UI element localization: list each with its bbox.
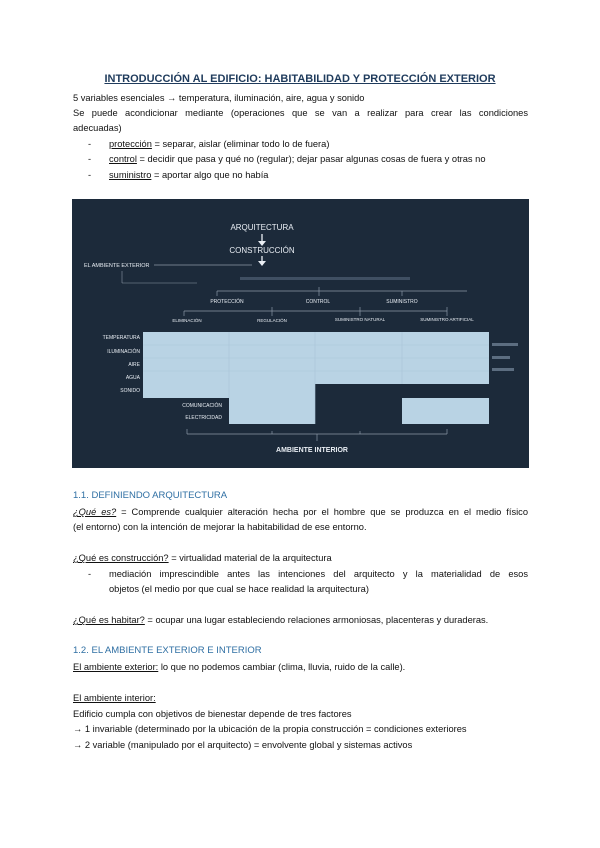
extra-electricidad: ELECTRICIDAD: [185, 415, 222, 421]
heading-ambiente: 1.2. EL AMBIENTE EXTERIOR E INTERIOR: [73, 645, 262, 656]
sub-eliminacion: ELIMINACIÓN: [172, 318, 202, 323]
interior-line-3: → 2 variable (manipulado por el arquitecto) = envolvente global y sistemas activos: [73, 740, 413, 750]
op-control: CONTROL: [305, 299, 331, 305]
extra-comunicacion: COMUNICACIÓN: [182, 403, 222, 409]
interior-line-1: Edificio cumpla con objetivos de bienestar depende de tres factores: [73, 709, 352, 719]
bullet-term: suministro: [109, 170, 152, 180]
sub-suministro-artificial: SUMINISTRO ARTIFICIAL: [420, 317, 474, 322]
term: El ambiente exterior:: [73, 662, 159, 672]
question: ¿Qué es habitar?: [73, 615, 145, 625]
op-proteccion: PROTECCIÓN: [210, 299, 244, 305]
var-agua: AGUA: [125, 375, 140, 381]
label-ambiente-interior: AMBIENTE INTERIOR: [276, 447, 348, 454]
label-arquitectura: ARQUITECTURA: [230, 223, 294, 232]
heading-definiendo-arquitectura: 1.1. DEFINIENDO ARQUITECTURA: [73, 490, 228, 501]
para-habitar: ¿Qué es habitar? = ocupar una lugar estableciendo relaciones armoniosas, placenteras y duraderas.: [73, 615, 489, 625]
para-ambiente-exterior: El ambiente exterior: lo que no podemos cambiar (clima, lluvia, ruido de la calle).: [73, 662, 406, 672]
bullet-term: control: [109, 154, 137, 164]
page-title: INTRODUCCIÓN AL EDIFICIO: HABITABILIDAD Y PROTECCIÓN EXTERIOR: [104, 73, 496, 85]
faint-label: [492, 368, 514, 371]
op-suministro: SUMINISTRO: [386, 299, 418, 305]
var-sonido: SONIDO: [120, 388, 140, 394]
faint-label: [492, 356, 510, 359]
intro-line-2: Se puede acondicionar mediante (operaciones que se van a realizar para crear las condiciones: [73, 108, 528, 118]
bullet-control: - control = decidir que pasa y qué no (regular); dejar pasar algunas cosas de fuera y otras no: [88, 154, 486, 164]
label-construccion: CONSTRUCCIÓN: [229, 246, 295, 255]
faint-caption: [240, 277, 410, 280]
bullet-mediacion: - mediación imprescindible antes las intenciones del arquitecto y la materialidad de esos: [88, 569, 528, 579]
para-que-es-cont: (el entorno) con la intención de mejorar la habitabilidad de ese entorno.: [73, 522, 367, 532]
term: El ambiente interior:: [73, 693, 156, 703]
bullet-suministro: - suministro = aportar algo que no había: [88, 170, 269, 180]
diagram-svg: [72, 199, 529, 468]
bar-artificial: [402, 398, 489, 424]
bullet-mediacion-cont: objetos (el medio por que cual se hace realidad la arquitectura): [109, 584, 369, 594]
intro-line-3: adecuadas): [73, 123, 122, 133]
var-temperatura: TEMPERATURA: [102, 335, 140, 341]
sub-regulacion: REGULACIÓN: [257, 318, 287, 323]
intro-line-1: 5 variables esenciales → temperatura, iluminación, aire, agua y sonido: [73, 93, 365, 103]
faint-label: [492, 343, 518, 346]
bullet-term: protección: [109, 139, 152, 149]
bullet-proteccion: - protección = separar, aislar (eliminar todo lo de fuera): [88, 139, 330, 149]
question: ¿Qué es?: [73, 507, 117, 517]
label-ambiente-exterior: EL AMBIENTE EXTERIOR: [84, 263, 150, 269]
var-aire: AIRE: [128, 362, 140, 368]
habitability-diagram: [72, 199, 529, 468]
interior-line-2: → 1 invariable (determinado por la ubicación de la propia construcción = condiciones exteriores: [73, 724, 467, 734]
bar-comunicacion-electricidad: [229, 398, 315, 424]
sub-suministro-natural: SUMINISTRO NATURAL: [334, 317, 386, 322]
para-ambiente-interior: [73, 692, 528, 704]
var-iluminacion: ILUMINACIÓN: [107, 349, 140, 355]
para-construccion: ¿Qué es construcción? = virtualidad material de la arquitectura: [73, 553, 332, 563]
arrow-head: [258, 261, 266, 266]
question: ¿Qué es construcción?: [73, 553, 169, 563]
para-que-es: ¿Qué es? = Comprende cualquier alteración hecha por el hombre que se produzca en el medio físico: [73, 507, 528, 517]
